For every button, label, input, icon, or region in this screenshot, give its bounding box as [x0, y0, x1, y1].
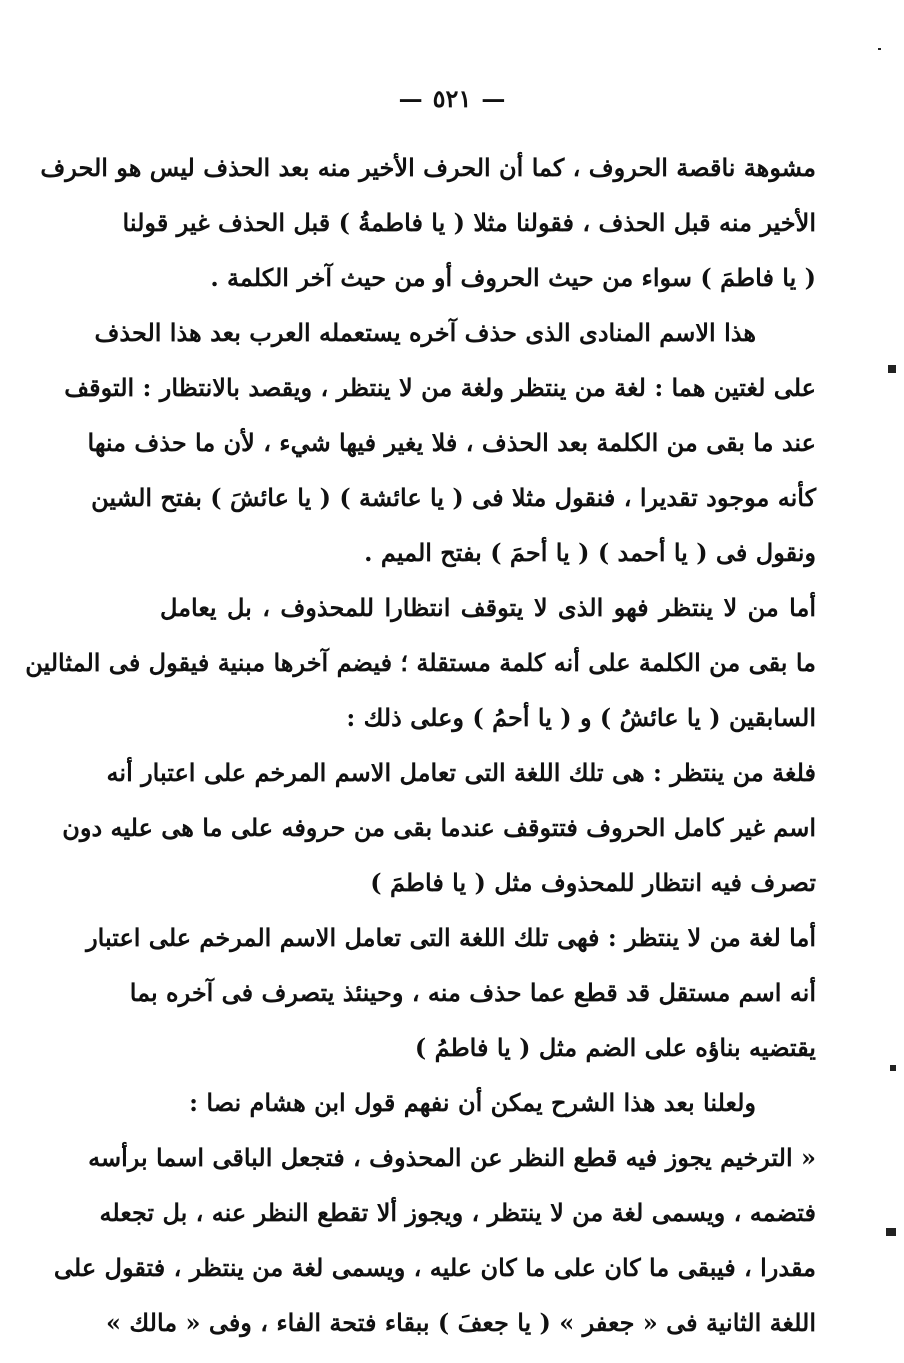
text-line: أما لغة من لا ينتظر : فهى تلك اللغة التى تعامل الاسم المرخم على اعتبار	[86, 923, 816, 952]
text-line: السابقين ( يا عائشُ ) و ( يا أحمُ ) وعلى ذلك :	[346, 703, 816, 732]
text-line: أما من لا ينتظر فهو الذى لا يتوقف انتظارا للمحذوف ، بل يعامل	[160, 593, 816, 622]
text-line: مشوهة ناقصة الحروف ، كما أن الحرف الأخير منه بعد الحذف ليس هو الحرف	[40, 153, 816, 182]
text-line: أنه اسم مستقل قد قطع عما حذف منه ، وحينئذ يتصرف فى آخره بما	[129, 978, 816, 1007]
text-line: « الترخيم يجوز فيه قطع النظر عن المحذوف ، فتجعل الباقى اسما برأسه	[88, 1143, 816, 1172]
text-line: مقدرا ، فيبقى ما كان على ما كان عليه ، ويسمى لغة من ينتظر ، فتقول على	[53, 1253, 816, 1282]
margin-mark	[878, 48, 881, 50]
page-number: —٥٢١—	[398, 84, 506, 113]
text-line: عند ما بقى من الكلمة بعد الحذف ، فلا يغير فيها شيء ، لأن ما حذف منها	[87, 428, 816, 457]
text-line: كأنه موجود تقديرا ، فنقول مثلا فى ( يا عائشة ) ( يا عائشَ ) بفتح الشين	[91, 483, 816, 512]
text-line: ما بقى من الكلمة على أنه كلمة مستقلة ؛ فيضم آخرها مبنية فيقول فى المثالين	[25, 648, 816, 677]
text-line: ( يا فاطمَ ) سواء من حيث الحروف أو من حيث آخر الكلمة .	[210, 263, 816, 292]
text-line: تصرف فيه انتظار للمحذوف مثل ( يا فاطمَ )	[370, 868, 816, 897]
text-line: هذا الاسم المنادى الذى حذف آخره يستعمله العرب بعد هذا الحذف	[94, 318, 756, 347]
text-line: ولعلنا بعد هذا الشرح يمكن أن نفهم قول ابن هشام نصا :	[189, 1088, 756, 1117]
text-line: الأخير منه قبل الحذف ، فقولنا مثلا ( يا فاطمةُ ) قبل الحذف غير قولنا	[122, 208, 816, 237]
margin-mark	[888, 365, 896, 373]
margin-mark	[886, 1228, 896, 1236]
text-line: فلغة من ينتظر : هى تلك اللغة التى تعامل الاسم المرخم على اعتبار أنه	[106, 758, 816, 787]
text-line: ونقول فى ( يا أحمد ) ( يا أحمَ ) بفتح الميم .	[364, 538, 816, 567]
text-line: اسم غير كامل الحروف فتتوقف عندما بقى من حروفه على ما هى عليه دون	[62, 813, 816, 842]
margin-mark	[890, 1065, 896, 1071]
text-line: فتضمه ، ويسمى لغة من لا ينتظر ، ويجوز ألا تقطع النظر عنه ، بل تجعله	[99, 1198, 816, 1227]
text-line: على لغتين هما : لغة من ينتظر ولغة من لا ينتظر ، ويقصد بالانتظار : التوقف	[64, 373, 816, 402]
text-line: يقتضيه بناؤه على الضم مثل ( يا فاطمُ )	[414, 1033, 816, 1062]
text-line: اللغة الثانية فى « جعفر » ( يا جعفَ ) ببقاء فتحة الفاء ، وفى « مالك »	[106, 1308, 816, 1337]
page-number-value: ٥٢١	[432, 84, 472, 113]
